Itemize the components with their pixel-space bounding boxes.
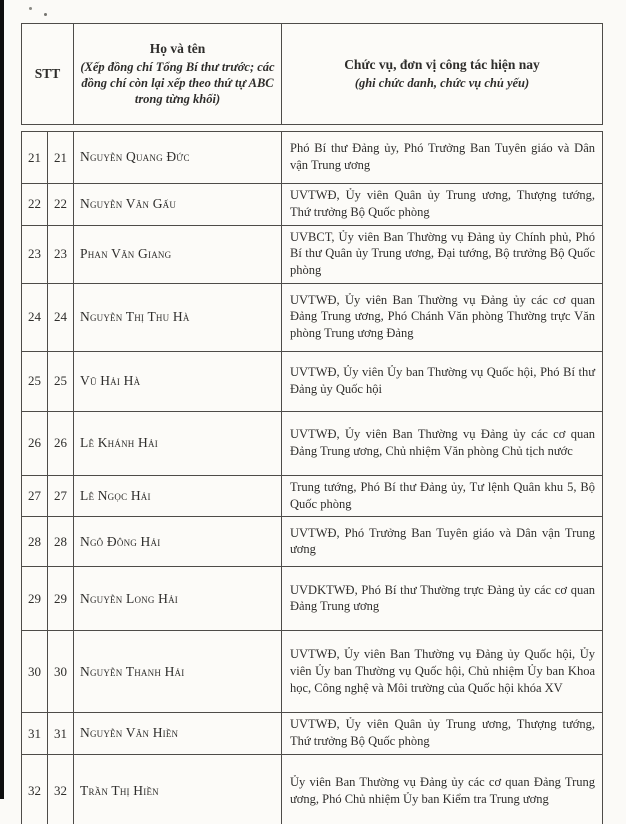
row-name: Ngô Đông Hải: [74, 517, 282, 567]
table-row: [22, 713, 603, 755]
row-stt-1: 24: [22, 283, 48, 351]
row-position: Ủy viên Ban Thường vụ Đảng ủy các cơ quan Đảng Trung ương, Phó Chủ nhiệm Ủy ban Kiểm tra Trung ương: [282, 754, 603, 824]
row-stt-2: 27: [48, 475, 74, 517]
row-name: Lê Khánh Hải: [74, 411, 282, 475]
row-stt-1: 32: [22, 754, 48, 824]
row-name: Phan Văn Giang: [74, 225, 282, 283]
row-name: Nguyễn Thanh Hải: [74, 631, 282, 713]
row-stt-1: 21: [22, 132, 48, 184]
row-name: Nguyễn Văn Hiền: [74, 713, 282, 755]
row-stt-1: 27: [22, 475, 48, 517]
row-stt-2: 25: [48, 351, 74, 411]
row-stt-1: 31: [22, 713, 48, 755]
table-row: [22, 351, 603, 411]
table-row: [22, 283, 603, 351]
header-name-title: Họ và tên: [149, 41, 206, 57]
table-row: [22, 475, 603, 517]
row-stt-2: 23: [48, 225, 74, 283]
header-stt-label: STT: [34, 65, 61, 81]
row-stt-1: 23: [22, 225, 48, 283]
table-header: [21, 23, 603, 125]
row-stt-2: 32: [48, 754, 74, 824]
row-stt-2: 24: [48, 283, 74, 351]
table-row: [22, 411, 603, 475]
row-position: Phó Bí thư Đảng ủy, Phó Trưởng Ban Tuyên giáo và Dân vận Trung ương: [282, 132, 603, 184]
table-row: [22, 132, 603, 184]
row-name: Nguyễn Văn Gấu: [74, 184, 282, 226]
table-row: [22, 225, 603, 283]
row-stt-1: 29: [22, 567, 48, 631]
header-name-note: (Xếp đồng chí Tổng Bí thư trước; các đồng chí còn lại xếp theo thứ tự ABC trong từng khối): [80, 59, 275, 106]
row-name: Lê Ngọc Hải: [74, 475, 282, 517]
row-stt-2: 31: [48, 713, 74, 755]
row-name: Nguyễn Thị Thu Hà: [74, 283, 282, 351]
header-position-note: (ghi chức danh, chức vụ chủ yếu): [354, 75, 530, 90]
row-position: UVTWĐ, Ủy viên Quân ủy Trung ương, Thượng tướng, Thứ trưởng Bộ Quốc phòng: [282, 184, 603, 226]
row-position: Trung tướng, Phó Bí thư Đảng ủy, Tư lệnh Quân khu 5, Bộ Quốc phòng: [282, 475, 603, 517]
header-stt: [22, 24, 74, 125]
header-position-title: Chức vụ, đơn vị công tác hiện nay: [344, 57, 540, 73]
row-stt-1: 30: [22, 631, 48, 713]
row-stt-1: 26: [22, 411, 48, 475]
row-stt-2: 21: [48, 132, 74, 184]
roster-table: [21, 131, 603, 824]
row-name: Nguyễn Quang Đức: [74, 132, 282, 184]
row-position: UVTWĐ, Phó Trưởng Ban Tuyên giáo và Dân vận Trung ương: [282, 517, 603, 567]
header-name: [74, 24, 282, 125]
row-position: UVTWĐ, Ủy viên Ủy ban Thường vụ Quốc hội, Phó Bí thư Đảng ủy Quốc hội: [282, 351, 603, 411]
row-stt-2: 26: [48, 411, 74, 475]
scan-edge-artifact: [0, 0, 4, 799]
row-stt-2: 22: [48, 184, 74, 226]
table-row: [22, 567, 603, 631]
table-row: [22, 631, 603, 713]
row-position: UVTWĐ, Ủy viên Ban Thường vụ Đảng ủy Quốc hội, Ủy viên Ủy ban Thường vụ Quốc hội, Chủ nhiệm Ủy ban Khoa học, Công nghệ và Môi trường của Quốc hội khóa XV: [282, 631, 603, 713]
table-row: [22, 517, 603, 567]
row-name: Nguyễn Long Hải: [74, 567, 282, 631]
table-row: [22, 184, 603, 226]
row-position: UVTWĐ, Ủy viên Quân ủy Trung ương, Thượng tướng, Thứ trưởng Bộ Quốc phòng: [282, 713, 603, 755]
table-row: [22, 754, 603, 824]
row-position: UVDKTWĐ, Phó Bí thư Thường trực Đảng ủy các cơ quan Đảng Trung ương: [282, 567, 603, 631]
row-stt-1: 25: [22, 351, 48, 411]
row-position: UVTWĐ, Ủy viên Ban Thường vụ Đảng ủy các cơ quan Đảng Trung ương, Phó Chánh Văn phòng Thường trực Văn phòng Trung ương Đảng: [282, 283, 603, 351]
scan-speck: [29, 7, 32, 10]
row-stt-2: 30: [48, 631, 74, 713]
row-name: Trần Thị Hiền: [74, 754, 282, 824]
row-position: UVTWĐ, Ủy viên Ban Thường vụ Đảng ủy các cơ quan Đảng Trung ương, Chủ nhiệm Văn phòng Chủ tịch nước: [282, 411, 603, 475]
scan-speck: [44, 13, 47, 16]
row-stt-1: 28: [22, 517, 48, 567]
row-stt-1: 22: [22, 184, 48, 226]
row-position: UVBCT, Ủy viên Ban Thường vụ Đảng ủy Chính phủ, Phó Bí thư Quân ủy Trung ương, Đại tướng, Bộ trưởng Bộ Quốc phòng: [282, 225, 603, 283]
row-stt-2: 29: [48, 567, 74, 631]
row-stt-2: 28: [48, 517, 74, 567]
header-position: [282, 24, 603, 125]
row-name: Vũ Hải Hà: [74, 351, 282, 411]
